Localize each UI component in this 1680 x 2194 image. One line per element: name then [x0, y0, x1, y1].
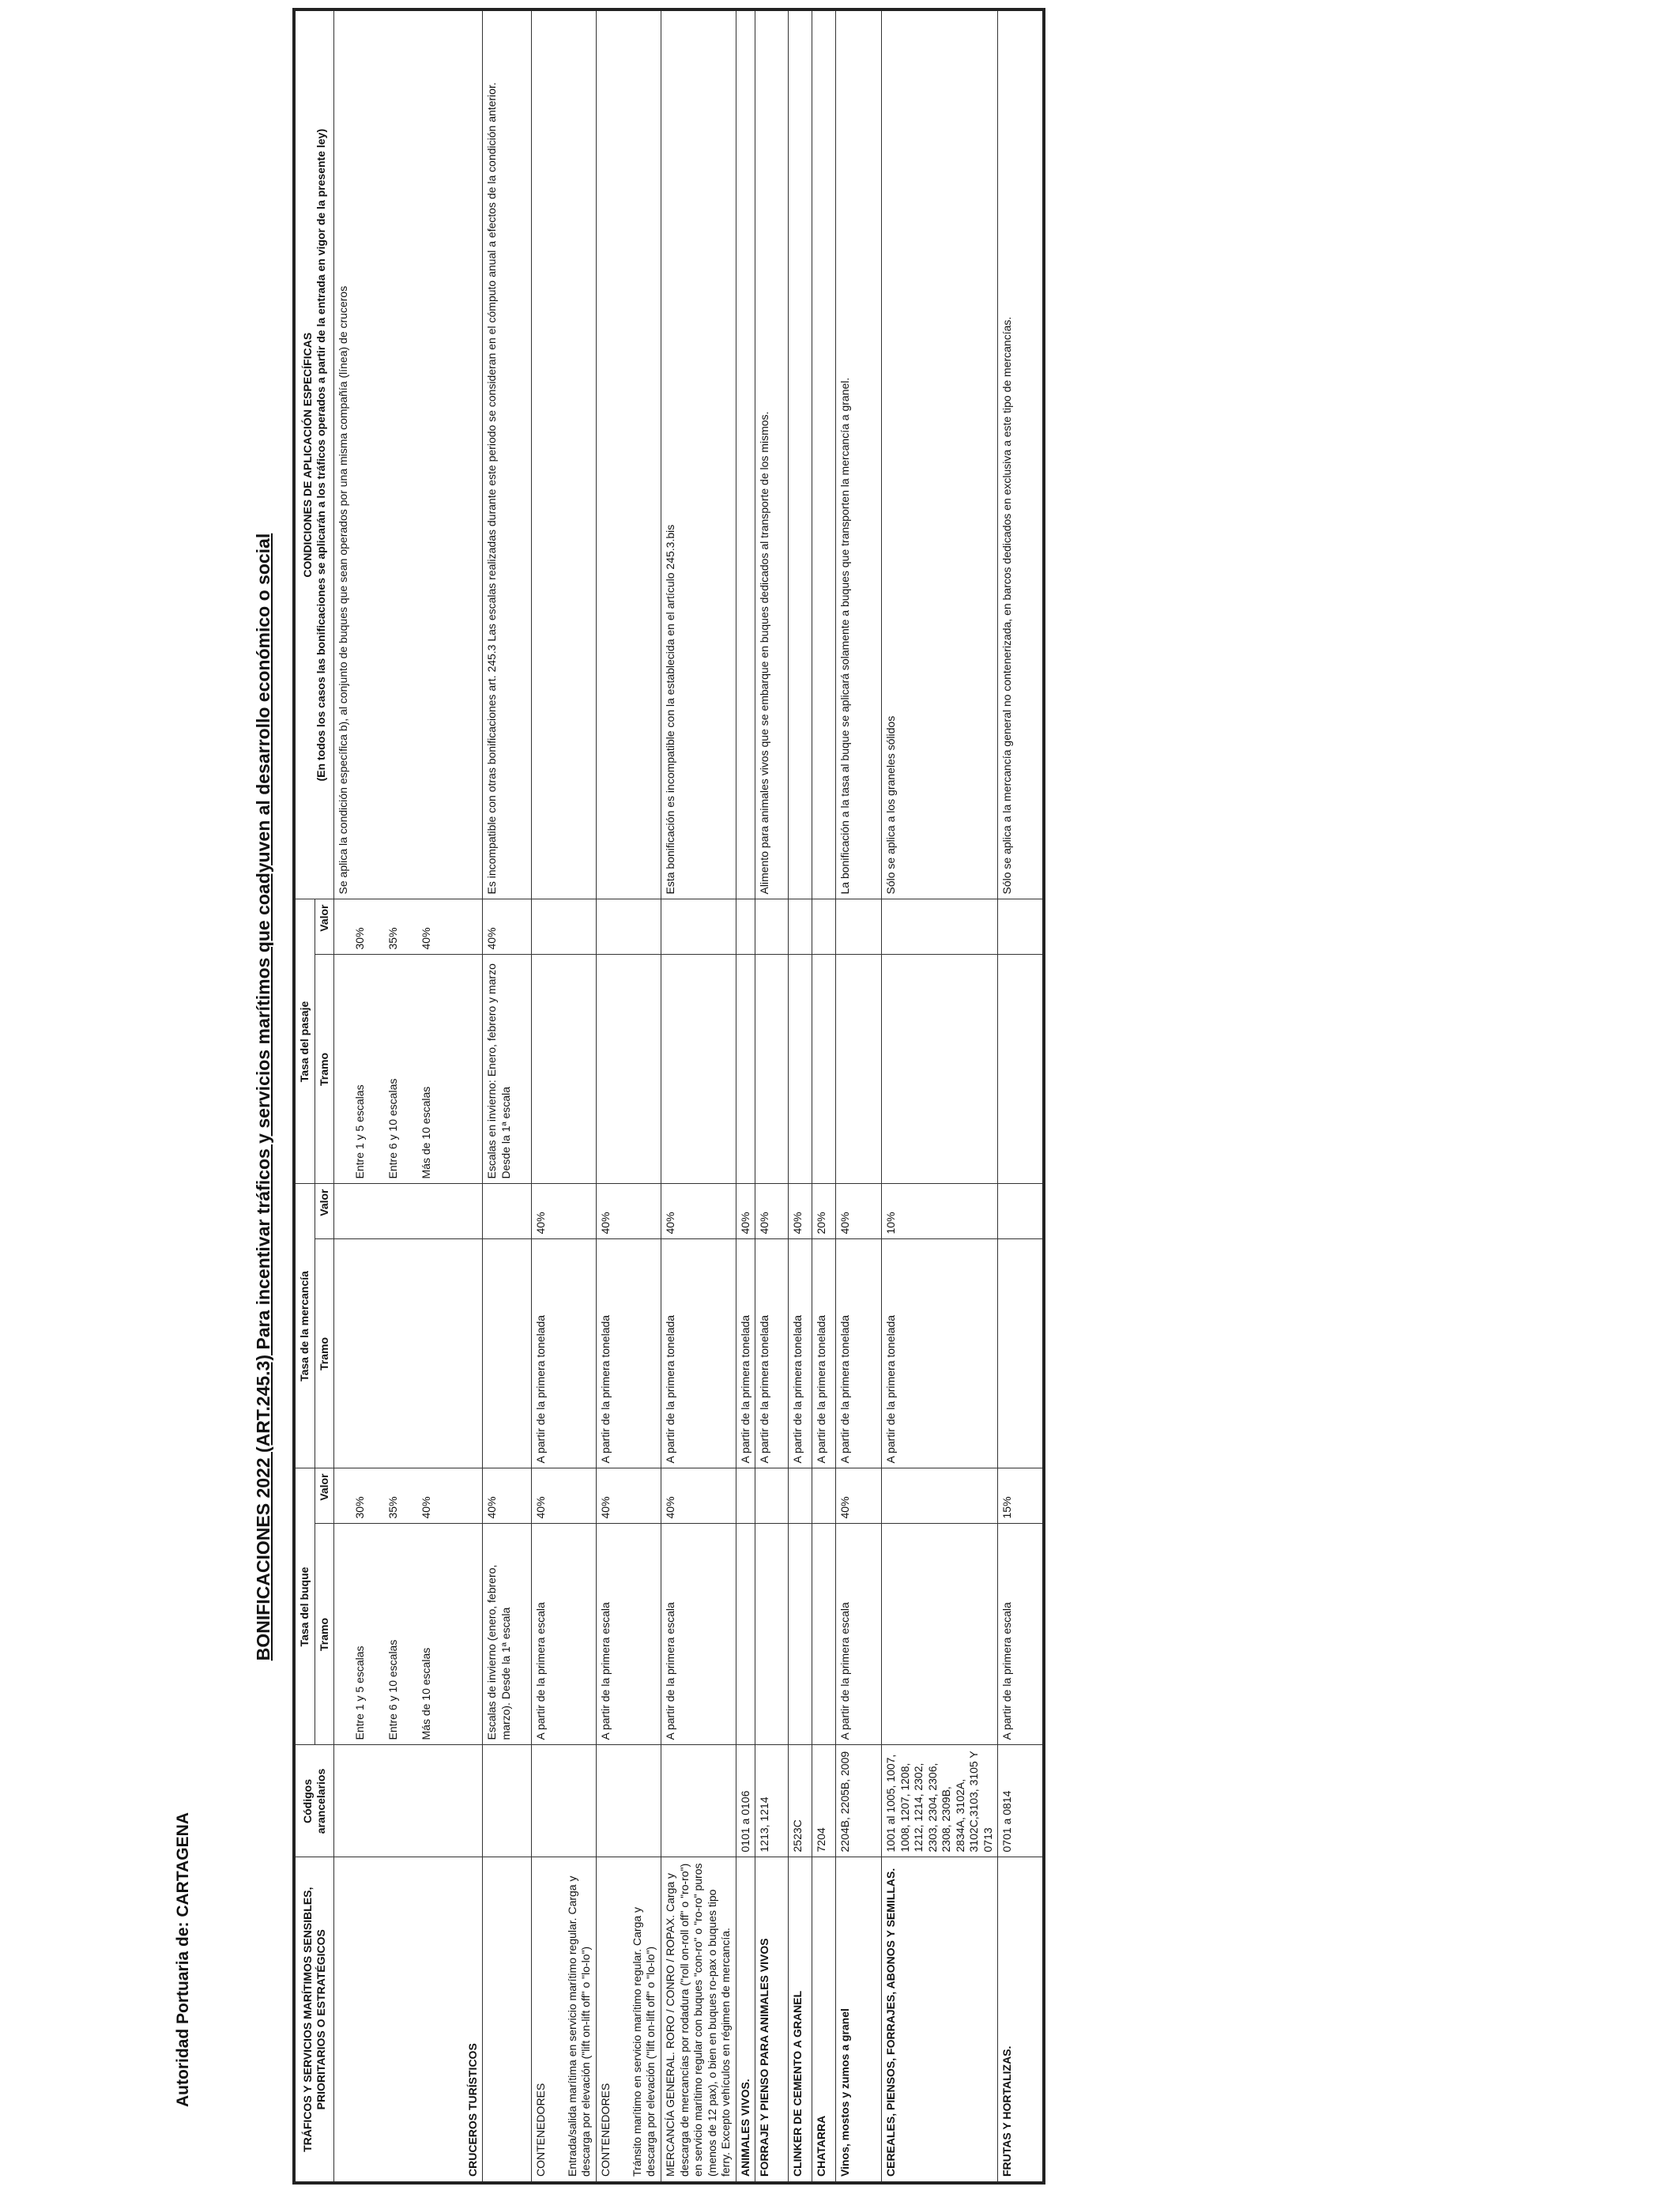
passage-tramo-cell	[998, 955, 1044, 1184]
codes-cell	[661, 1745, 736, 1857]
passage-value-cell	[882, 899, 998, 955]
category-cell: CLINKER DE CEMENTO A GRANEL	[789, 1857, 812, 2183]
goods-tramo-cell: A partir de la primera tonelada	[789, 1239, 812, 1468]
goods-value-cell	[483, 1184, 532, 1239]
category-cell	[483, 1857, 532, 2183]
condition-cell	[789, 9, 812, 899]
header-conditions	[294, 9, 334, 899]
ship-value-item: 30%	[353, 1496, 366, 1519]
category-cell	[334, 1857, 483, 2183]
passage-tramo-cell	[334, 955, 483, 1184]
document-title: BONIFICACIONES 2022 (ART.245.3) Para incentivar tráficos y servicios marítimos que coadyuven al desarrollo económico o social	[253, 533, 273, 1661]
condition-cell	[532, 9, 597, 899]
ship-value-cell: 40%	[836, 1468, 882, 1524]
passage-value-cell	[532, 899, 597, 955]
passage-value-cell	[789, 899, 812, 955]
passage-tramo-item: Entre 6 y 10 escalas	[386, 1078, 399, 1179]
passage-tramo-cell	[812, 955, 836, 1184]
category-cell	[597, 1857, 661, 2183]
passage-tramo-item: Entre 1 y 5 escalas	[353, 1084, 366, 1179]
ship-tramo-cell	[334, 1524, 483, 1745]
passage-tramo-cell	[532, 955, 597, 1184]
condition-cell: Esta bonificación es incompatible con la establecida en el artículo 245.3.bis	[661, 9, 736, 899]
condition-cell: Sólo se aplica a la mercancía general no contenerizada, en barcos dedicados en exclusiva a este tipo de mercancías.	[998, 9, 1044, 899]
header-goods-fee: Tasa de la mercancía	[294, 1184, 315, 1468]
codes-cell	[334, 1745, 483, 1857]
table-row	[755, 9, 789, 2183]
passage-value-cell	[812, 899, 836, 955]
goods-value-cell: 40%	[661, 1184, 736, 1239]
codes-cell: 2523C	[789, 1745, 812, 1857]
header-codes: Códigos arancelarios	[294, 1745, 334, 1857]
goods-tramo-cell: A partir de la primera tonelada	[836, 1239, 882, 1468]
table-row	[736, 9, 755, 2183]
codes-cell	[532, 1745, 597, 1857]
ship-value-cell	[334, 1468, 483, 1524]
goods-tramo-cell: A partir de la primera tonelada	[736, 1239, 755, 1468]
passage-tramo-cell	[597, 955, 661, 1184]
category-name: CONTENEDORES	[534, 2083, 547, 2177]
passage-value-cell	[736, 899, 755, 955]
category-cell: FRUTAS Y HORTALIZAS.	[998, 1857, 1044, 2183]
ship-tramo-cell: A partir de la primera escala	[532, 1524, 597, 1745]
goods-value-cell: 40%	[789, 1184, 812, 1239]
codes-cell: 2204B, 2205B, 2009	[836, 1745, 882, 1857]
goods-tramo-cell: A partir de la primera tonelada	[882, 1239, 998, 1468]
subheader-passage-tramo: Tramo	[315, 955, 334, 1184]
ship-tramo-cell: Escalas de invierno (enero, febrero, marzo). Desde la 1ª escala	[483, 1524, 532, 1745]
subheader-ship-tramo: Tramo	[315, 1524, 334, 1745]
passage-tramo-cell	[836, 955, 882, 1184]
passage-value-cell	[998, 899, 1044, 955]
goods-value-cell: 40%	[736, 1184, 755, 1239]
header-traffic: TRÁFICOS Y SERVICIOS MARÍTIMOS SENSIBLES, PRIORITARIOS O ESTRATÉGICOS	[294, 1857, 334, 2183]
ship-value-cell: 40%	[532, 1468, 597, 1524]
subheader-ship-valor: Valor	[315, 1468, 334, 1524]
ship-tramo-cell	[812, 1524, 836, 1745]
header-conditions-note: (En todos los casos las bonificaciones se aplicarán a los tráficos operados a partir de la entrada en vigor de la presente ley)	[315, 128, 327, 782]
condition-cell	[812, 9, 836, 899]
passage-value-cell	[661, 899, 736, 955]
goods-value-cell	[998, 1184, 1044, 1239]
ship-tramo-item: Entre 6 y 10 escalas	[386, 1639, 399, 1740]
passage-value-cell: 40%	[483, 899, 532, 955]
table-row	[483, 9, 532, 2183]
ship-value-cell: 40%	[597, 1468, 661, 1524]
goods-tramo-cell: A partir de la primera tonelada	[661, 1239, 736, 1468]
goods-tramo-cell: A partir de la primera tonelada	[755, 1239, 789, 1468]
goods-tramo-cell: A partir de la primera tonelada	[812, 1239, 836, 1468]
goods-value-cell: 40%	[532, 1184, 597, 1239]
condition-cell	[736, 9, 755, 899]
category-cell	[532, 1857, 597, 2183]
codes-cell: 7204	[812, 1745, 836, 1857]
ship-tramo-cell: A partir de la primera escala	[998, 1524, 1044, 1745]
ship-value-cell	[789, 1468, 812, 1524]
ship-tramo-cell	[882, 1524, 998, 1745]
goods-value-cell: 10%	[882, 1184, 998, 1239]
table-row	[532, 9, 597, 2183]
passage-value-item: 40%	[420, 927, 432, 950]
ship-value-cell: 15%	[998, 1468, 1044, 1524]
ship-value-cell	[755, 1468, 789, 1524]
passage-tramo-cell	[736, 955, 755, 1184]
condition-cell	[597, 9, 661, 899]
ship-tramo-cell: A partir de la primera escala	[597, 1524, 661, 1745]
passage-value-cell	[755, 899, 789, 955]
category-cell: ANIMALES VIVOS.	[736, 1857, 755, 2183]
bonificaciones-table	[292, 8, 1045, 2185]
condition-cell: Se aplica la condición específica b), al conjunto de buques que sean operados por una misma compañía (línea) de cruceros	[334, 9, 483, 899]
table-row	[661, 9, 736, 2183]
ship-value-cell	[812, 1468, 836, 1524]
header-conditions-title: CONDICIONES DE APLICACIÓN ESPECÍFICAS	[300, 332, 314, 578]
passage-tramo-cell	[789, 955, 812, 1184]
ship-value-item: 35%	[386, 1496, 399, 1519]
header-ship-fee: Tasa del buque	[294, 1468, 315, 1745]
category-name: CRUCEROS TURÍSTICOS	[465, 2043, 479, 2177]
ship-tramo-item: Entre 1 y 5 escalas	[353, 1646, 366, 1740]
category-cell: CEREALES, PIENSOS, FORRAJES, ABONOS Y SEMILLAS.	[882, 1857, 998, 2183]
ship-tramo-cell: A partir de la primera escala	[836, 1524, 882, 1745]
ship-tramo-item: Más de 10 escalas	[420, 1647, 432, 1740]
passage-value-item: 30%	[353, 927, 366, 950]
condition-cell: Alimento para animales vivos que se embarque en buques dedicados al transporte de los mismos.	[755, 9, 789, 899]
category-cell	[661, 1857, 736, 2183]
passage-tramo-cell: Escalas en invierno: Enero, febrero y marzo Desde la 1ª escala	[483, 955, 532, 1184]
codes-cell: 1213, 1214	[755, 1745, 789, 1857]
ship-tramo-cell: A partir de la primera escala	[661, 1524, 736, 1745]
ship-value-cell: 40%	[483, 1468, 532, 1524]
passage-tramo-cell	[661, 955, 736, 1184]
table-row	[597, 9, 661, 2183]
codes-cell: 0701 a 0814	[998, 1745, 1044, 1857]
passage-value-cell	[836, 899, 882, 955]
category-cell: FORRAJE Y PIENSO PARA ANIMALES VIVOS	[755, 1857, 789, 2183]
category-name: MERCANCÍA GENERAL. RORO / CONRO / ROPAX.	[664, 1914, 676, 2177]
ship-value-cell	[736, 1468, 755, 1524]
port-authority-label: Autoridad Portuaria de: CARTAGENA	[174, 1812, 192, 2107]
codes-cell: 1001 al 1005, 1007, 1008, 1207, 1208, 1212, 1214, 2302, 2303, 2304, 2306, 2308, 2309B, 2834A, 3102A, 3102C,3103, 3105 Y 0713	[882, 1745, 998, 1857]
condition-cell: Sólo se aplica a los graneles sólidos	[882, 9, 998, 899]
ship-value-item: 40%	[420, 1496, 432, 1519]
goods-value-cell: 20%	[812, 1184, 836, 1239]
header-passage-fee: Tasa del pasaje	[294, 899, 315, 1184]
codes-cell: 0101 a 0106	[736, 1745, 755, 1857]
goods-value-cell: 40%	[836, 1184, 882, 1239]
codes-cell	[483, 1745, 532, 1857]
passage-value-cell	[597, 899, 661, 955]
ship-value-cell: 40%	[661, 1468, 736, 1524]
codes-cell	[597, 1745, 661, 1857]
passage-value-item: 35%	[386, 927, 399, 950]
ship-tramo-cell	[736, 1524, 755, 1745]
goods-value-cell: 40%	[597, 1184, 661, 1239]
table-row	[836, 9, 882, 2183]
table-row	[998, 9, 1044, 2183]
category-description: Tránsito marítimo en servicio marítimo regular. Carga y descarga por elevación ("lift on-lift off" o "lo-lo")	[630, 1906, 657, 2177]
category-description: Carga y descarga de mercancías por rodadura ("roll on-roll off" o "ro-ro") en servicio marítimo regular con buques "con-ro" o "ro-ro" puros (menos de 12 pax), o bien en buques ro-pax o buques tipo ferry. Excepto vehículos en régimen de mercancía.	[664, 1863, 732, 2177]
table-row	[789, 9, 812, 2183]
subheader-goods-tramo: Tramo	[315, 1239, 334, 1468]
category-cell: Vinos, mostos y zumos a granel	[836, 1857, 882, 2183]
ship-tramo-cell	[755, 1524, 789, 1745]
subheader-passage-valor: Valor	[315, 899, 334, 955]
subheader-goods-valor: Valor	[315, 1184, 334, 1239]
goods-value-cell: 40%	[755, 1184, 789, 1239]
category-description: Entrada/salida marítima en servicio marítimo regular. Carga y descarga por elevación ("lift on-lift off" o "lo-lo")	[565, 1875, 592, 2177]
goods-tramo-cell: A partir de la primera tonelada	[597, 1239, 661, 1468]
passage-tramo-cell	[882, 955, 998, 1184]
condition-cell: La bonificación a la tasa al buque se aplicará solamente a buques que transporten la mercancía a granel.	[836, 9, 882, 899]
category-cell: CHATARRA	[812, 1857, 836, 2183]
goods-tramo-cell: A partir de la primera tonelada	[532, 1239, 597, 1468]
goods-tramo-cell	[998, 1239, 1044, 1468]
goods-tramo-cell	[483, 1239, 532, 1468]
passage-tramo-cell	[755, 955, 789, 1184]
goods-tramo-cell	[334, 1239, 483, 1468]
table-row	[334, 9, 483, 2183]
table-row	[882, 9, 998, 2183]
category-name: CONTENEDORES	[599, 2083, 612, 2177]
condition-cell: Es incompatible con otras bonificaciones art. 245.3 Las escalas realizadas durante este periodo se consideran en el cómputo anual a efectos de la condición anterior.	[483, 9, 532, 899]
ship-tramo-cell	[789, 1524, 812, 1745]
goods-value-cell	[334, 1184, 483, 1239]
table-row	[812, 9, 836, 2183]
passage-tramo-item: Más de 10 escalas	[420, 1086, 432, 1179]
passage-value-cell	[334, 899, 483, 955]
ship-value-cell	[882, 1468, 998, 1524]
